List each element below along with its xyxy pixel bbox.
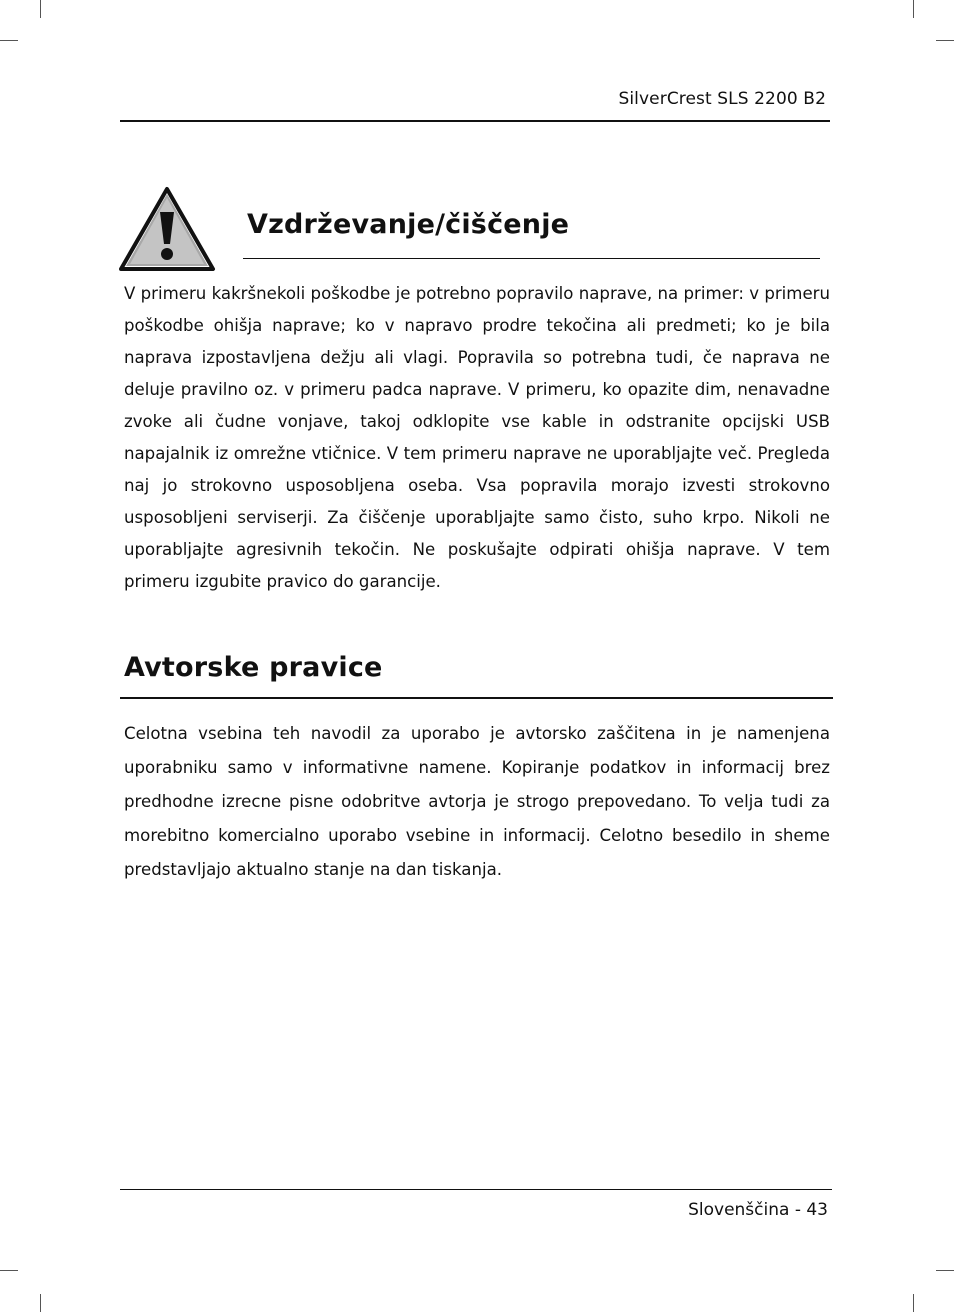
crop-mark [936,1270,954,1271]
crop-mark [0,1270,18,1271]
crop-mark [40,1294,41,1312]
header-divider [120,120,830,122]
section-heading-copyright: Avtorske pravice [124,652,383,683]
crop-mark [40,0,41,18]
heading-underline [120,697,833,699]
footer-divider [120,1189,832,1190]
page-header-title: SilverCrest SLS 2200 B2 [618,89,826,109]
section-heading-maintenance: Vzdrževanje/čiščenje [247,209,570,240]
maintenance-paragraph: V primeru kakršnekoli poškodbe je potrebno popravilo naprave, na primer: v primeru poškodbe ohišja naprave; ko v napravo prodre tekočina ali predmeti; ko je bila naprava izpostavljena dežju ali vlagi. Popravila so potrebna tudi, če naprava ne deluje pravilno oz. v primeru padca naprave. V primeru, ko opazite dim, nenavadne zvoke ali čudne vonjave, takoj odklopite vse kable in odstranite opcijski USB napajalnik iz omrežne vtičnice. V tem primeru naprave ne uporabljajte več. Pregleda naj jo strokovno usposobljena oseba. Vsa popravila morajo izvesti strokovno usposobljeni serviserji. Za čiščenje uporabljajte samo čisto, suho krpo. Nikoli ne uporabljajte agresivnih tekočin. Ne poskušajte odpirati ohišja naprave. V tem primeru izgubite pravico do garancije. [124,284,830,591]
copyright-paragraph: Celotna vsebina teh navodil za uporabo je avtorsko zaščitena in je namenjena uporabniku samo v informativne namene. Kopiranje podatkov in informacij brez predhodne izrecne pisne odobritve avtorja je strogo prepovedano. To velja tudi za morebitno komercialno uporabo vsebine in informacij. Celotno besedilo in sheme predstavljajo aktualno stanje na dan tiskanja. [124,724,830,879]
warning-triangle-icon [118,186,216,272]
heading-underline [243,258,820,259]
crop-mark [0,40,18,41]
crop-mark [936,40,954,41]
page-footer-label: Slovenščina - 43 [688,1200,828,1220]
crop-mark [913,1294,914,1312]
crop-mark [913,0,914,18]
